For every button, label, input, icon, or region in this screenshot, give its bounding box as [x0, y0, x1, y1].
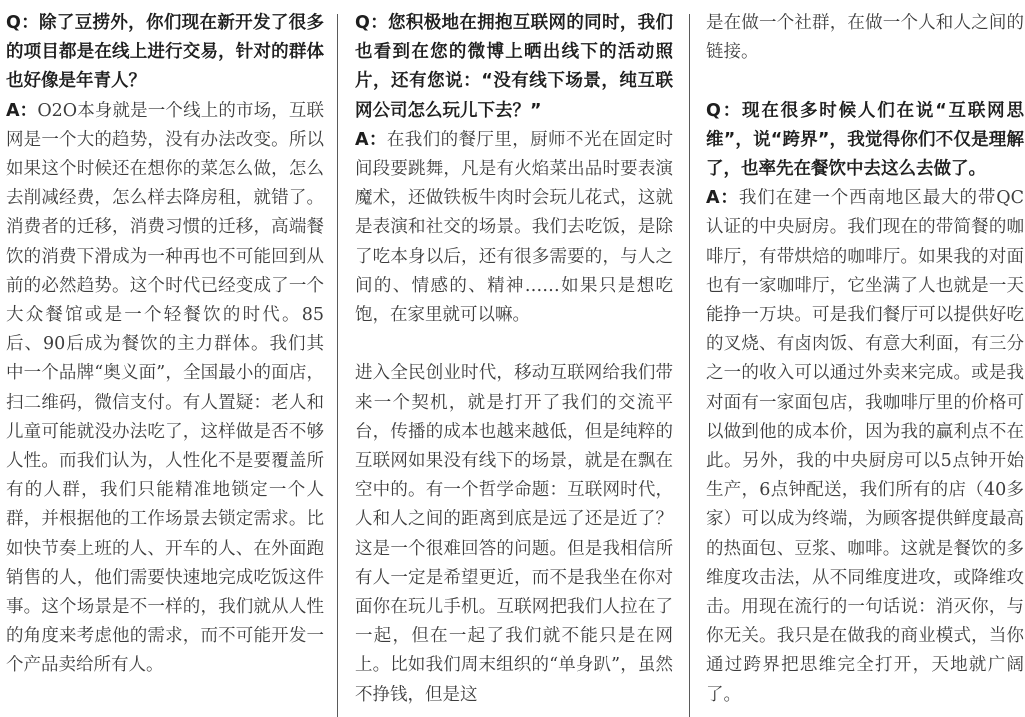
column-divider-1 — [337, 14, 338, 717]
column-divider-2 — [689, 14, 690, 717]
answer-text-1: O2O本身就是一个线上的市场，互联网是一个大的趋势，没有办法改变。所以如果这个时候还在想你的菜怎么做，怎么去削减经费，怎么样去降房租，就错了。消费者的迁移，消费习惯的迁移，高端餐饮的消费下滑成为一种再也不可能回到从前的必然趋势。这个时代已经变成了一个大众餐馆或是一个轻餐饮的时代。85后、90后成为餐饮的主力群体。我们其中一个品牌“奥义面”，全国最小的面店，扫二维码，微信支付。有人置疑：老人和儿童可能就没办法吃了，这样做是否不够人性。而我们认为，人性化不是要覆盖所有的人群，我们只能精准地锁定一个人群，并根据他的工作场景去锁定需求。比如快节奏上班的人、开车的人、在外面跑销售的人，他们需要快速地完成吃饭这件事。这个场景是不一样的，我们就从人性的角度来考虑他的需求，而不可能开发一个产品卖给所有人。 — [6, 100, 324, 676]
answer-label-3: A： — [706, 188, 739, 209]
answer-1 — [6, 97, 324, 681]
question-2: Q：您积极地在拥抱互联网的同时，我们也看到在您的微博上晒出线下的活动照片，还有您说：“没有线下场景，纯互联网公司怎么玩儿下去？” — [355, 13, 673, 121]
answer-text-3: 我们在建一个西南地区最大的带QC认证的中央厨房。我们现在的带简餐的咖啡厅，有带烘焙的咖啡厅。如果我的对面也有一家咖啡厅，它坐满了人也就是一天能挣一万块。可是我们餐厅可以提供好吃的叉烧、有卤肉饭、有意大利面，有三分之一的收入可以通过外卖来完成。或是我对面有一家面包店，我咖啡厅里的价格可以做到他的成本价，因为我的赢利点不在此。另外，我的中央厨房可以5点钟开始生产，6点钟配送，我们所有的店（40多家）可以成为终端，为顾客提供鲜度最高的热面包、豆浆、咖啡。这就是餐饮的多维度攻击法，从不同维度进攻，或降维攻击。用现在流行的一句话说：消灭你，与你无关。我只是在做我的商业模式，当你通过跨界把思维完全打开，天地就广阔了。 — [706, 188, 1024, 705]
paragraph-2: 进入全民创业时代，移动互联网给我们带来一个契机，就是打开了我们的交流平台，传播的成本也越来越低，但是纯粹的互联网如果没有线下的场景，就是在飘在空中的。有一个哲学命题：互联网时代，人和人之间的距离到底是远了还是近了？这是一个很难回答的问题。但是我相信所有人一定是希望更近，而不是我坐在你对面你在玩儿手机。互联网把我们人拉在了一起，但在一起了我们就不能只是在网上。比如我们周末组织的“单身趴”，虽然不挣钱，但是这 — [355, 363, 673, 705]
question-3: Q：现在很多时候人们在说“互联网思维”，说“跨界”，我觉得你们不仅是理解了，也率先在餐饮中去这么去做了。 — [706, 100, 1024, 179]
article-column-1 — [6, 9, 324, 681]
paragraph-gap — [706, 67, 1024, 96]
article-column-3 — [706, 9, 1024, 710]
answer-2 — [355, 126, 673, 330]
question-1: Q：除了豆捞外，你们现在新开发了很多的项目都是在线上进行交易，针对的群体也好像是年青人？ — [6, 13, 324, 92]
answer-label-1: A： — [6, 100, 38, 121]
continuation-text: 是在做一个社群，在做一个人和人之间的链接。 — [706, 13, 1024, 63]
article-column-2 — [355, 9, 673, 710]
answer-3 — [706, 184, 1024, 710]
answer-label-2: A： — [355, 129, 387, 150]
paragraph-gap — [355, 330, 673, 359]
answer-text-2: 在我们的餐厅里，厨师不光在固定时间段要跳舞，凡是有火焰菜出品时要表演魔术，还做铁板牛肉时会玩儿花式，这就是表演和社交的场景。我们去吃饭，是除了吃本身以后，还有很多需要的，与人之间的、情感的、精神……如果只是想吃饱，在家里就可以嘛。 — [355, 129, 674, 326]
